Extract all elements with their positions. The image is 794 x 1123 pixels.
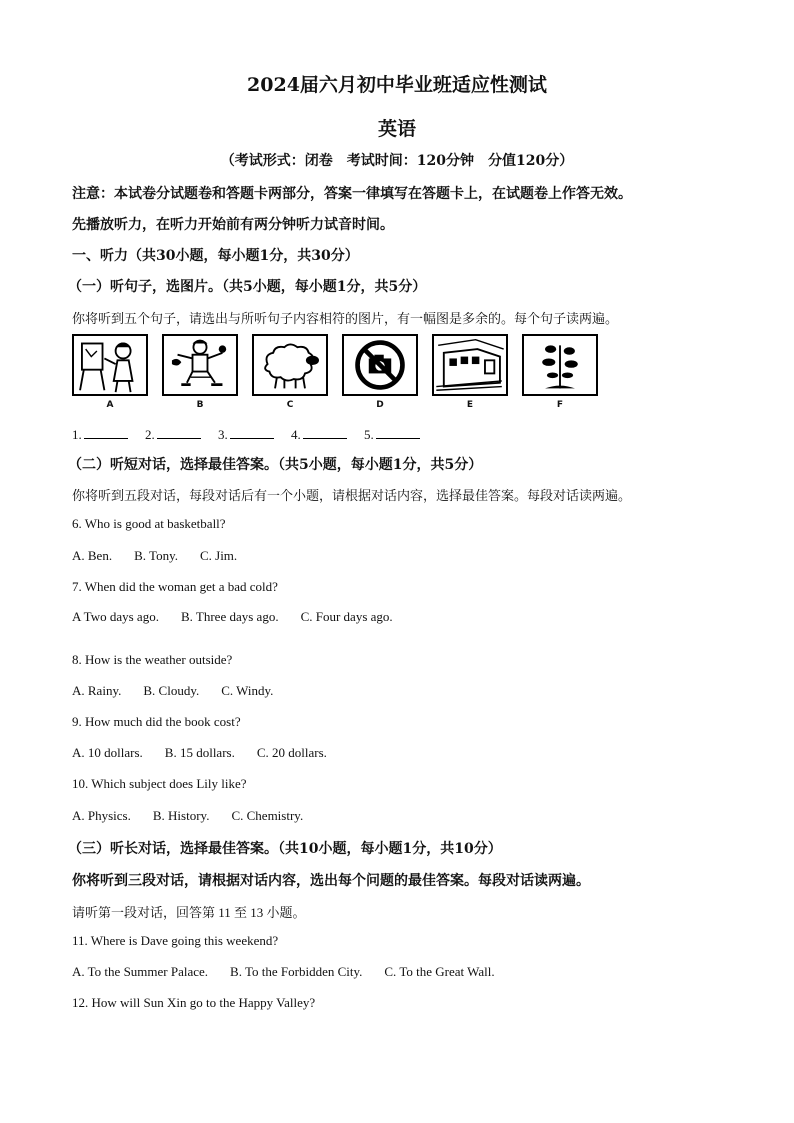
option[interactable]: A. To the Summer Palace. [72, 964, 209, 979]
options-6 [72, 548, 259, 564]
options-10 [72, 808, 325, 824]
answer-blank-5[interactable] [376, 425, 420, 439]
no-photo-icon [342, 334, 418, 396]
part1-heading: 一、听力（共30小题，每小题1分，共30分） [72, 248, 359, 264]
option[interactable]: C. Windy. [221, 683, 274, 698]
option[interactable]: C. Jim. [199, 548, 238, 563]
section3-heading: （三）听长对话，选择最佳答案。（共10小题，每小题1分，共10分） [68, 841, 502, 857]
answer-blank-2[interactable] [157, 425, 201, 439]
dialog1-instruction: 请听第一段对话，回答第 11 至 13 小题。 [72, 905, 306, 920]
question-7: 7. When did the woman get a bad cold? [72, 579, 278, 594]
blank-number: 5. [364, 427, 374, 442]
blank-number: 4. [291, 427, 301, 442]
question-12: 12. How will Sun Xin go to the Happy Valley? [72, 995, 316, 1010]
answer-blank-3[interactable] [230, 425, 274, 439]
question-8: 8. How is the weather outside? [72, 652, 233, 667]
blank-number: 2. [145, 427, 155, 442]
note-listening-test: 先播放听力，在听力开始前有两分钟听力试音时间。 [72, 217, 394, 233]
exam-subject: 英语 [377, 118, 416, 140]
answer-blank-4[interactable] [303, 425, 347, 439]
question-11: 11. Where is Dave going this weekend? [72, 933, 279, 948]
option[interactable]: B. History. [152, 808, 210, 823]
picture-label-f: F [556, 400, 564, 410]
option[interactable]: B. Cloudy. [143, 683, 200, 698]
exam-title: 2024届六月初中毕业班适应性测试 [247, 74, 547, 96]
section2-heading: （二）听短对话，选择最佳答案。（共5小题，每小题1分，共5分） [68, 457, 483, 473]
section1-instruction: 你将听到五个句子，请选出与所听句子内容相符的图片，有一幅图是多余的。每个句子读两遍。 [72, 311, 619, 326]
section1-heading: （一）听句子，选图片。（共5小题，每小题1分，共5分） [68, 279, 427, 295]
option[interactable]: A. 10 dollars. [72, 745, 143, 760]
note-answer-sheet: 注意：本试卷分试题卷和答题卡两部分，答案一律填写在答题卡上，在试题卷上作答无效。 [72, 186, 632, 202]
option[interactable]: A Two days ago. [72, 609, 159, 624]
options-8 [72, 683, 295, 699]
option[interactable]: C. 20 dollars. [256, 745, 327, 760]
picture-label-a: A [106, 400, 114, 410]
picture-label-e: E [466, 400, 474, 410]
sheep-icon [252, 334, 328, 396]
boy-juggling-icon [162, 334, 238, 396]
option[interactable]: C. Four days ago. [300, 609, 393, 624]
answer-blank-1[interactable] [84, 425, 128, 439]
section2-instruction: 你将听到五段对话，每段对话后有一个小题，请根据对话内容，选择最佳答案。每段对话读两遍。 [72, 488, 632, 503]
train-icon [432, 334, 508, 396]
picture-label-c: C [286, 400, 294, 410]
exam-info: （考试形式：闭卷 考试时间：120分钟 分值120分） [220, 153, 574, 169]
option[interactable]: B. Three days ago. [180, 609, 279, 624]
option[interactable]: A. Rainy. [72, 683, 122, 698]
question-6: 6. Who is good at basketball? [72, 516, 226, 531]
question-10: 10. Which subject does Lily like? [72, 776, 247, 791]
painter-icon [72, 334, 148, 396]
option[interactable]: C. Chemistry. [231, 808, 304, 823]
option[interactable]: B. To the Forbidden City. [230, 964, 363, 979]
blank-number: 3. [218, 427, 228, 442]
section3-instruction: 你将听到三段对话，请根据对话内容，选出每个问题的最佳答案。每段对话读两遍。 [72, 873, 590, 889]
blank-number: 1. [72, 427, 82, 442]
plant-icon [522, 334, 598, 396]
option[interactable]: A. Physics. [72, 808, 131, 823]
picture-label-d: D [376, 400, 384, 410]
answer-blanks [72, 425, 434, 443]
picture-label-b: B [196, 400, 204, 410]
options-9 [72, 745, 349, 761]
option[interactable]: B. 15 dollars. [164, 745, 235, 760]
option[interactable]: C. To the Great Wall. [384, 964, 495, 979]
picture-row [72, 334, 602, 414]
option[interactable]: A. Ben. [72, 548, 113, 563]
options-11 [72, 964, 517, 980]
question-9: 9. How much did the book cost? [72, 714, 241, 729]
option[interactable]: B. Tony. [134, 548, 178, 563]
options-7 [72, 609, 415, 625]
